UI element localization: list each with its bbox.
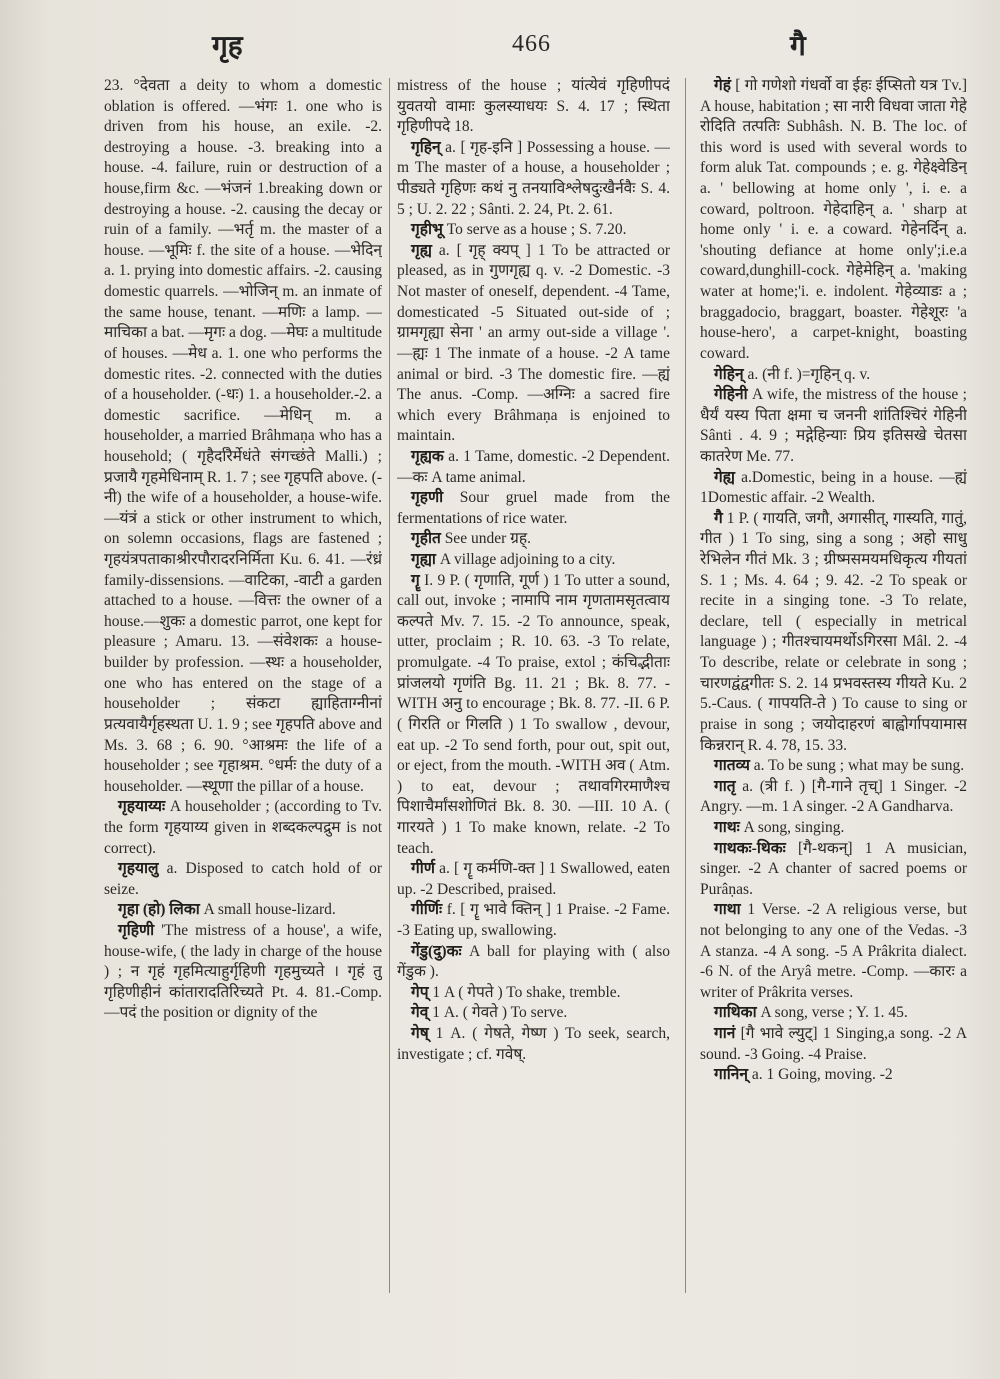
dictionary-entry xyxy=(700,756,967,777)
entry-headword: गीर्ण xyxy=(411,860,435,878)
dictionary-entry xyxy=(700,1003,967,1024)
entry-text: a. (त्री f. ) [गै-गाने तृच्] 1 Singer. -2 Angry. —m. 1 A singer. -2 A Gandharva. xyxy=(700,777,967,816)
dictionary-entry xyxy=(700,1024,967,1065)
entry-headword: गेव् xyxy=(411,1004,429,1022)
entry-text: a. [ गॄ कर्मणि-क्त ] 1 Swallowed, eaten up. -2 Described, praised. xyxy=(397,860,670,898)
dictionary-entry xyxy=(397,529,670,550)
entry-text: 1 P. ( गायति, जगौ, अगासीत्, गास्यति, गातुं, गीत ) 1 To sing, sing a song ; अहो साधु रेभिलेन गीतं Mk. 3 ; ग्रीष्मसमयमधिकृत्य गीयतां S. 1 ; Ms. 4. 64 ; 9. 42. -2 To speak or recite in a singing tone. -3 To relate, declare, tell ( especially in metrical language ) ; गीतश्चायमर्थोऽगिरसा Mâl. 2. -4 To describe, relate or celebrate in song ; चारणद्वंद्वगीतः S. 2. 14 प्रभवस्तस्य गीयते Ku. 2 5.-Caus. ( गापयति-ते ) To cause to sing or praise in song ; जयोदाहरणं बाह्वोर्गापयामास किन्नरान् R. 4. 78, 15. 33. xyxy=(700,509,967,754)
dictionary-entry xyxy=(700,839,967,901)
dictionary-entry xyxy=(104,859,382,900)
dictionary-entry xyxy=(700,76,967,365)
entry-headword: गीर्णिः xyxy=(411,901,443,919)
entry-headword: गाथकः-थिकः xyxy=(714,839,786,857)
entry-text: 23. °देवता a deity to whom a domestic oblation is offered. —भंगः 1. one who is driven from his house, an exile. -2. destroying a house. -3. breaking into a house. -4. failure, ruin or destruction of a house,firm &c. —भंजनं 1.breaking down or destroying a house. -2. causing the decay or ruin of a family. —भर्तृ m. the master of a house. —भूमिः f. the site of a house. —भेदिन् a. 1. prying into domestic affairs. -2. causing domestic quarrels. —भोजिन् m. an inmate of the same house, tenant. —मणिः a lamp. —माचिका a bat. —मृगः a dog. —मेघः a multitude of houses. —मेध a. 1. one who performs the domestic rites. -2. connected with the duties of a householder. (-धः) 1. a householder.-2. a domestic sacrifice. —मेधिन् m. a householder, a married Brâhmaṇa who has a household; ( गृहैर्दारैर्मेधंते संगच्छंते Malli.) ; प्रजायै गृहमेधिनाम् R. 1. 7 ; see गृहपति above. (-नी) the wife of a householder, a house-wife. —यंत्रं a stick or other instrument to which, on solemn occasions, flags are fastened ; गृहयंत्रपताकाश्रीरपौरादरनिर्मिता Ku. 6. 41. —रंध्रं family-dissensions. —वाटिका, -वाटी a garden attached to a house. —वित्तः the owner of a house.—शुकः a domestic parrot, one kept for pleasure ; Amaru. 13. —संवेशकः a house-builder by profession. —स्थः a householder, one who has entered on the stage of a householder ; संकटा ह्याहिताग्नीनां प्रत्यवायैर्गृहस्थता U. 1. 9 ; see गृहपति above and Ms. 3. 68 ; 6. 90. °आश्रमः the life of a householder ; see गृहाश्रम. °धर्मः the duty of a householder. —स्थूणा the pillar of a house. xyxy=(104,77,382,795)
entry-text: a. (नी f. )=गृहिन् q. v. xyxy=(747,365,871,383)
column-rule xyxy=(389,78,390,1293)
entry-text: A song, singing. xyxy=(743,818,845,836)
entry-headword: गेहिन् xyxy=(714,365,744,383)
entry-headword: गृहीभू xyxy=(411,221,443,239)
entry-headword: गाथा xyxy=(714,901,741,919)
dictionary-entry xyxy=(700,509,967,756)
entry-headword: गातव्य xyxy=(714,757,750,775)
entry-text: a. [ गृह-इनि ] Possessing a house. —m The master of a house, a householder ; पीड्यते गृहिणः कथं नु तनयाविश्लेषदुःखैर्नवैः S. 4. 5 ; U. 2. 22 ; Sânti. 2. 24, Pt. 2. 61. xyxy=(397,138,670,218)
entry-text: A song, verse ; Y. 1. 45. xyxy=(760,1004,908,1022)
entry-text: 'The mistress of a house', a wife, house-wife, ( the lady in charge of the house ) ; न गृहं गृहमित्याहुर्गृहिणी गृहमुच्यते । गृहं तु गृहिणीहीनं कांतारादतिरिच्यते Pt. 4. 81.-Comp. —पदं the position or dignity of the xyxy=(104,921,382,1022)
dictionary-entry xyxy=(397,571,670,860)
entry-text: [ गो गणेशो गंधर्वो वा ईहः ईप्सितो यत्र Tv.] A house, habitation ; सा नारी विधवा जाता गेहे रोदिति तत्पतिः Subhâsh. N. B. The loc. of this word is used with several words to form aluk Tat. compounds ; e. g. गेहेक्ष्वेडिन् a. ' bellowing at home only ', i. e. a coward, poltroon. गेहेदाहिन् a. ' sharp at home only ' i. e. a coward. गेहेनर्दिन् a. 'shouting defiance at home only';i.e.a coward,dunghill-cock. गेहेमेहिन् a. 'making water at home;'i. e. indolent. गेहेव्याडः a ; braggadocio, braggart, boaster. गेहेशूरः 'a house-hero', a carpet-knight, boasting coward. xyxy=(700,77,967,362)
entry-headword: गानिन् xyxy=(714,1066,748,1084)
dictionary-entry xyxy=(104,797,382,859)
entry-headword: गेप् xyxy=(411,983,429,1001)
entry-headword: गातृ xyxy=(714,777,736,795)
entry-text: a. 1 Going, moving. -2 xyxy=(751,1066,893,1084)
dictionary-entry xyxy=(397,447,670,488)
dictionary-entry xyxy=(700,777,967,818)
dictionary-entry xyxy=(104,921,382,1024)
entry-text: a.Domestic, being in a house. —ह्यं 1Domestic affair. -2 Wealth. xyxy=(700,468,967,507)
dictionary-entry xyxy=(397,1024,670,1065)
dictionary-entry xyxy=(397,983,670,1004)
entry-text: I. 9 P. ( गृणाति, गूर्ण ) 1 To utter a sound, call out, invoke ; नामापि नाम गृणतामसृतत्वाय कल्पते Mv. 7. 15. -2 To announce, speak, utter, proclaim ; R. 10. 63. -3 To relate, promulgate. -4 To praise, extol ; कंचिद्भीताः प्रांजलयो गृणंति Bg. 11. 21 ; Bk. 8. 77. -WITH अनु to encourage ; Bk. 8. 77. -II. 6 P. ( गिरति or गिलति ) 1 To swallow , devour, eat up. -2 To send forth, pour out, spit out, or eject, from the mouth. -WITH अव ( Atm. ) to eat, devour ; तथावगिरमाणैश्च पिशाचैर्मांसशोणितं Bk. 8. 30. —III. 10 A. ( गारयते ) 1 To make known, relate. -2 To teach. xyxy=(397,571,670,857)
entry-headword: गृहयाय्यः xyxy=(118,798,166,816)
entry-headword: गृहा (हो) लिका xyxy=(118,901,200,919)
entry-text: 1 A. ( गेवते ) To serve. xyxy=(432,1004,568,1022)
dictionary-entry xyxy=(397,138,670,220)
entry-text: To serve as a house ; S. 7.20. xyxy=(446,221,627,239)
dictionary-entry xyxy=(700,365,967,386)
entry-headword: गेह्य xyxy=(714,468,735,486)
entry-headword: गानं xyxy=(714,1025,736,1043)
entry-text: A village adjoining to a city. xyxy=(439,551,616,569)
running-head-left: गृह xyxy=(212,29,243,62)
entry-text: [गै भावे ल्युट्] 1 Singing,a song. -2 A sound. -3 Going. -4 Praise. xyxy=(700,1025,967,1063)
entry-headword: गेहं xyxy=(714,77,731,94)
entry-text: A wife, the mistress of the house ; धैर्यं यस्य पिता क्षमा च जननी शांतिश्चिरं गेहिनी Sânti . 4. 9 ; मद्गेहिन्याः प्रिय इतिसखे चेतसा कातरेण Me. 77. xyxy=(700,386,967,465)
dictionary-entry xyxy=(397,488,670,529)
entry-text: See under ग्रह्. xyxy=(444,530,531,548)
dictionary-entry xyxy=(104,76,382,797)
entry-text: a. To be sung ; what may be sung. xyxy=(753,757,965,775)
entry-headword: गृहिणी xyxy=(118,921,155,939)
dictionary-entry xyxy=(700,1065,967,1086)
entry-text: [गै-थकन्] 1 A musician, singer. -2 A chanter of sacred poems or Purâṇas. xyxy=(700,839,967,898)
entry-text: Sour gruel made from the fermentations of rice water. xyxy=(397,489,670,527)
entry-text: a. 1 Tame, domestic. -2 Dependent. —कः A tame animal. xyxy=(397,447,670,486)
dictionary-entry xyxy=(397,550,670,571)
dictionary-entry xyxy=(700,818,967,839)
entry-text: A ball for playing with ( also गेंडुक ). xyxy=(397,942,670,981)
entry-headword: गाथः xyxy=(714,818,740,836)
entry-headword: गै xyxy=(714,509,723,527)
dictionary-entry xyxy=(397,942,670,983)
dictionary-entry xyxy=(104,900,382,921)
dictionary-entry xyxy=(397,859,670,900)
entry-text: mistress of the house ; यांत्येवं गृहिणीपदं युवतयो वामाः कुलस्याधयः S. 4. 17 ; स्थिता गृहिणीपदे 18. xyxy=(397,77,670,136)
column-3 xyxy=(700,76,967,1298)
entry-text: f. [ गॄ भावे क्तिन् ] 1 Praise. -2 Fame. -3 Eating up, swallowing. xyxy=(397,901,670,939)
entry-headword: गृह्या xyxy=(411,551,436,569)
entry-headword: गेहिनी xyxy=(714,386,748,404)
dictionary-entry xyxy=(397,241,670,447)
dictionary-entry xyxy=(397,1003,670,1024)
column-1 xyxy=(104,76,382,1298)
dictionary-entry xyxy=(700,900,967,1003)
entry-text: a. [ गृह् क्यप् ] 1 To be attracted or pleased, as in गुणगृह्य q. v. -2 Domestic. -3 Not master of oneself, dependent. -4 Tame, domesticated -5 Situated out-side of ; ग्रामगृह्या सेना ' an army out-side a village '. —ह्यः 1 The inmate of a house. -2 A tame animal or bird. -3 The domestic fire. —ह्यं The anus. -Comp. —अग्निः a sacred fire which every Brâhmaṇa is enjoined to maintain. xyxy=(397,241,670,445)
dictionary-entry xyxy=(700,468,967,509)
dictionary-entry xyxy=(397,220,670,241)
entry-headword: गेंडु(दु)कः xyxy=(411,942,462,960)
entry-headword: गृहणी xyxy=(411,489,444,507)
entry-text: a. Disposed to catch hold of or seize. xyxy=(104,860,382,898)
dictionary-entry xyxy=(397,900,670,941)
entry-headword: गॄ xyxy=(411,571,420,589)
entry-text: 1 A ( गेपते ) To shake, tremble. xyxy=(432,983,621,1001)
entry-text: A householder ; (according to Tv. the form गृहयाय्य given in शब्दकल्पद्रुम is not correct). xyxy=(104,798,382,857)
column-rule xyxy=(685,78,686,1293)
entry-headword: गाथिका xyxy=(714,1004,757,1022)
entry-text: A small house-lizard. xyxy=(203,901,336,919)
entry-headword: गृहयालु xyxy=(118,860,159,878)
entry-headword: गेष् xyxy=(411,1025,429,1043)
entry-headword: गृहीत xyxy=(411,530,441,548)
entry-headword: गृहिन् xyxy=(411,138,441,156)
dictionary-entry xyxy=(397,76,670,138)
entry-text: 1 A. ( गेषते, गेष्ण ) To seek, search, investigate ; cf. गवेष्. xyxy=(397,1025,670,1063)
running-head-right: गै xyxy=(790,29,806,62)
dictionary-entry xyxy=(700,385,967,467)
entry-headword: गृह्य xyxy=(411,241,432,259)
page-number: 466 xyxy=(512,31,551,57)
entry-headword: गृह्यक xyxy=(411,447,444,465)
entry-text: 1 Verse. -2 A religious verse, but not belonging to any one of the Vedas. -3 A stanza. -4 A song. -5 A Prâkrita dialect. -6 N. of the Aryâ metre. -Comp. —कारः a writer of Prâkrita verses. xyxy=(700,901,967,1001)
column-2 xyxy=(397,76,670,1298)
